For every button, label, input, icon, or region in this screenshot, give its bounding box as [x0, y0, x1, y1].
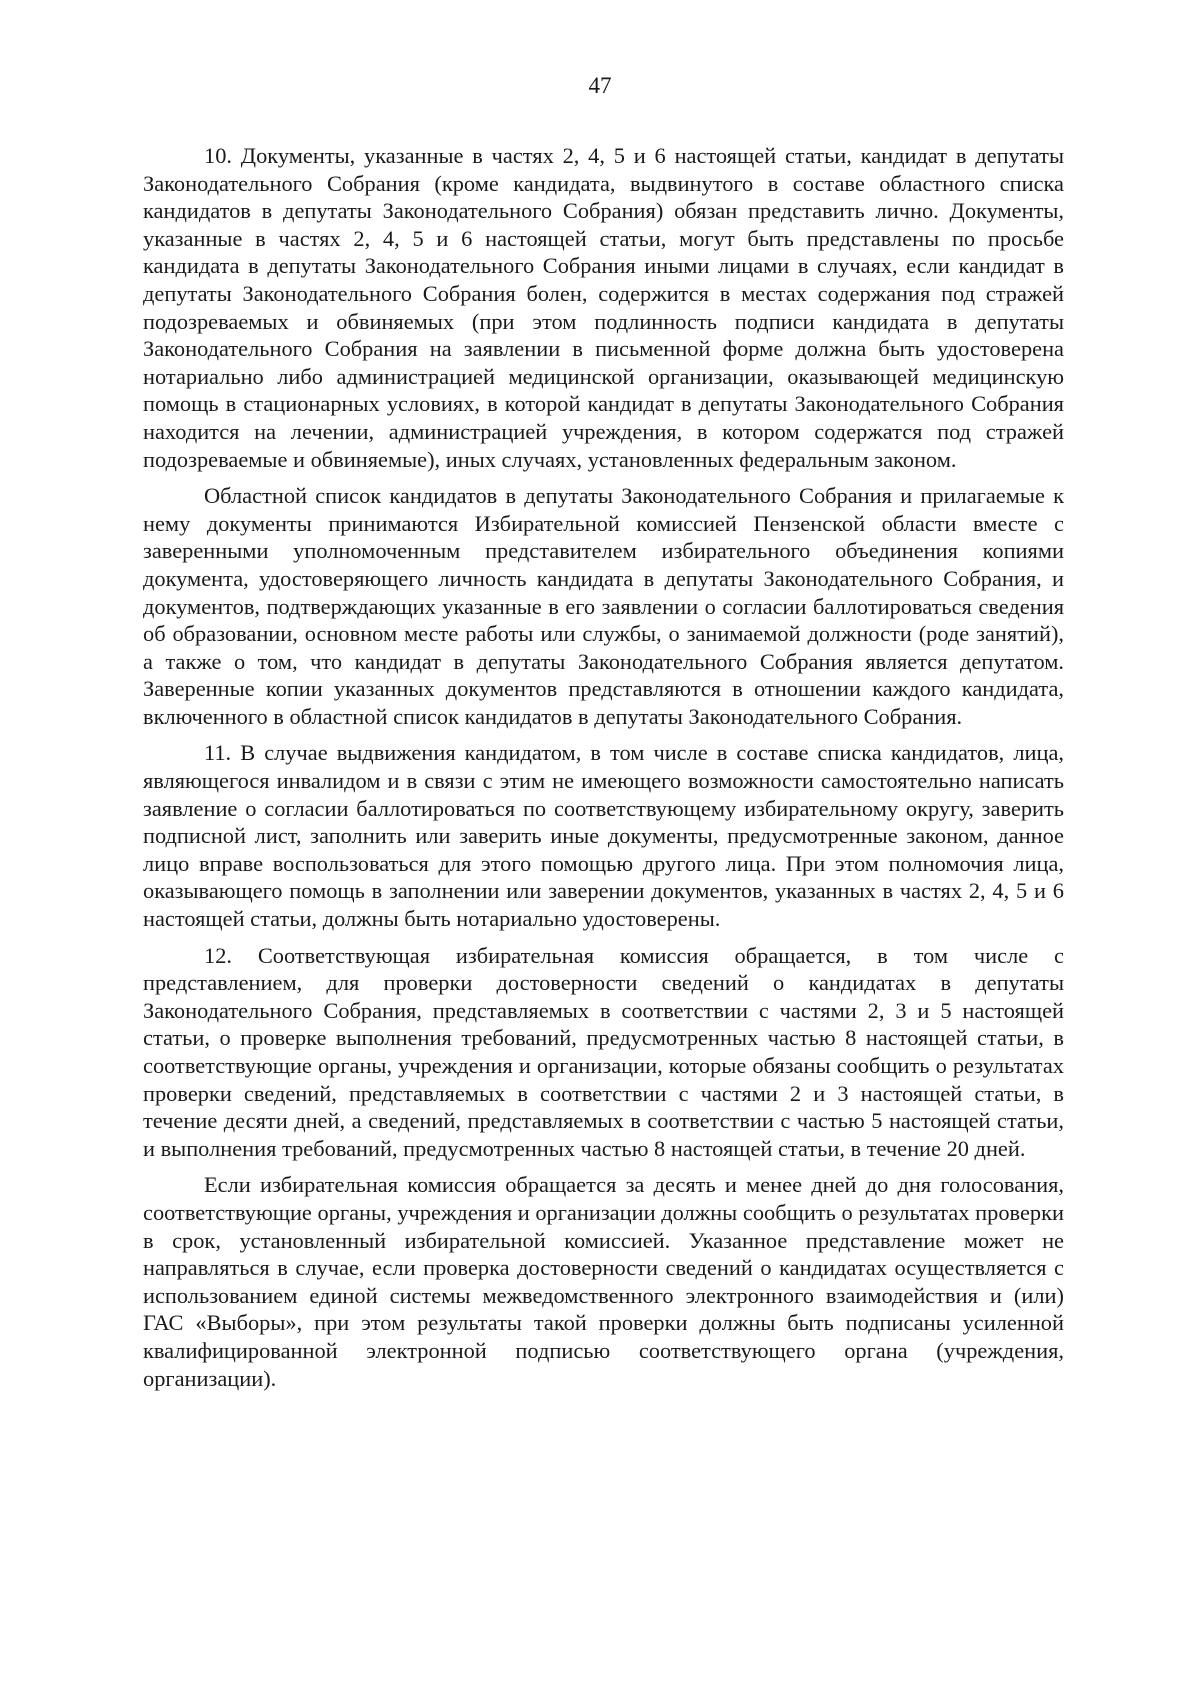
paragraph-regional-list: Областной список кандидатов в депутаты Законодательного Собрания и прилагаемые к нему документы принимаются Избирательной комиссией Пензенской области вместе с заверенными уполномоченным представителем избирательного объединения копиями документа, удостоверяющего личность кандидата в депутаты Законодательного Собрания, и документов, подтверждающих указанные в его заявлении о согласии баллотироваться сведения об образовании, основном месте работы или службы, о занимаемой должности (роде занятий), а также о том, что кандидат в депутаты Законодательного Собрания является депутатом. Заверенные копии указанных документов представляются в отношении каждого кандидата, включенного в областной список кандидатов в депутаты Законодательного Собрания.	[143, 483, 1064, 729]
paragraph-part-12: 12. Соответствующая избирательная комиссия обращается, в том числе с представлением, для проверки достоверности сведений о кандидатах в депутаты Законодательного Собрания, представляемых в соответствии с частями 2, 3 и 5 настоящей статьи, о проверке выполнения требований, предусмотренных частью 8 настоящей статьи, в соответствующие органы, учреждения и организации, которые обязаны сообщить о результатах проверки сведений, представляемых в соответствии с частями 2 и 3 настоящей статьи, в течение десяти дней, а сведений, представляемых в соответствии с частью 5 настоящей статьи, и выполнения требований, предусмотренных частью 8 настоящей статьи, в течение 20 дней.	[143, 942, 1064, 1161]
paragraph-part-11: 11. В случае выдвижения кандидатом, в том числе в составе списка кандидатов, лица, являющегося инвалидом и в связи с этим не имеющего возможности самостоятельно написать заявление о согласии баллотироваться по соответствующему избирательному округу, заверить подписной лист, заполнить или заверить иные документы, предусмотренные законом, данное лицо вправе воспользоваться для этого помощью другого лица. При этом полномочия лица, оказывающего помощь в заполнении или заверении документов, указанных в частях 2, 4, 5 и 6 настоящей статьи, должны быть нотариально удостоверены.	[143, 740, 1064, 932]
page-number: 47	[588, 73, 612, 98]
paragraph-verification-deadline: Если избирательная комиссия обращается за десять и менее дней до дня голосования, соответствующие органы, учреждения и организации должны сообщить о результатах проверки в срок, установленный избирательной комиссией. Указанное представление может не направляться в случае, если проверка достоверности сведений о кандидатах осуществляется с использованием единой системы межведомственного электронного взаимодействия и (или) ГАС «Выборы», при этом результаты такой проверки должны быть подписаны усиленной квалифицированной электронной подписью соответствующего органа (учреждения, организации).	[143, 1172, 1064, 1391]
document-body	[143, 142, 1064, 1401]
paragraph-part-10: 10. Документы, указанные в частях 2, 4, 5 и 6 настоящей статьи, кандидат в депутаты Законодательного Собрания (кроме кандидата, выдвинутого в составе областного списка кандидатов в депутаты Законодательного Собрания) обязан представить лично. Документы, указанные в частях 2, 4, 5 и 6 настоящей статьи, могут быть представлены по просьбе кандидата в депутаты Законодательного Собрания иными лицами в случаях, если кандидат в депутаты Законодательного Собрания болен, содержится в местах содержания под стражей подозреваемых и обвиняемых (при этом подлинность подписи кандидата в депутаты Законодательного Собрания на заявлении в письменной форме должна быть удостоверена нотариально либо администрацией медицинской организации, оказывающей медицинскую помощь в стационарных условиях, в которой кандидат в депутаты Законодательного Собрания находится на лечении, администрацией учреждения, в котором содержатся под стражей подозреваемые и обвиняемые), иных случаях, установленных федеральным законом.	[143, 143, 1064, 472]
